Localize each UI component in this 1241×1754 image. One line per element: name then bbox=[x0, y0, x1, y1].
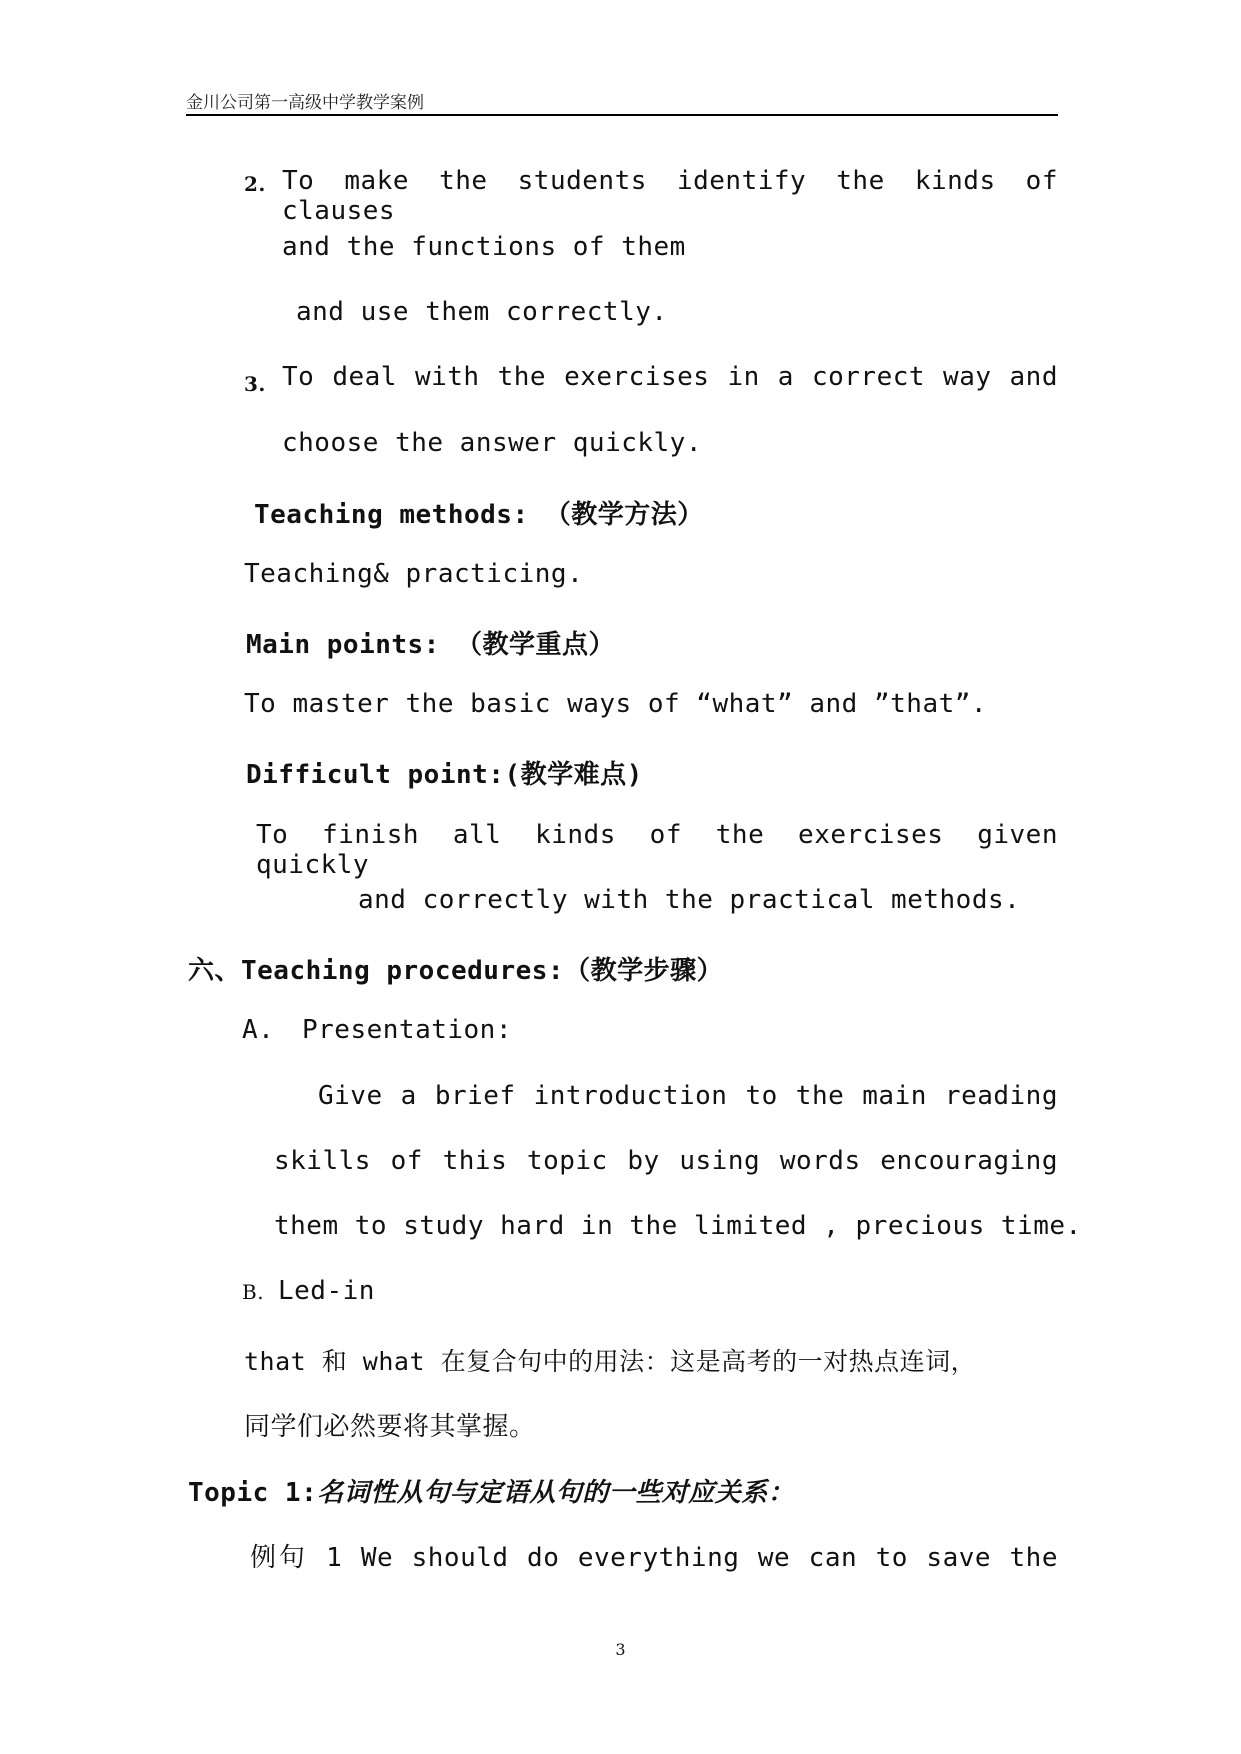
difficult-point-heading: Difficult point:(教学难点) bbox=[246, 760, 643, 790]
section-a-line2: skills of this topic by using words encouraging bbox=[274, 1146, 1058, 1176]
item3-number-wrap bbox=[244, 368, 266, 398]
section-a-title: Presentation: bbox=[302, 1015, 512, 1045]
topic1-heading bbox=[188, 1472, 794, 1509]
section-b-label: B. bbox=[242, 1280, 265, 1304]
item3-number: 3. bbox=[244, 372, 266, 396]
topic1-example-line1: 例句 1 We should do everything we can to save the bbox=[250, 1543, 1058, 1573]
main-points-heading: Main points: （教学重点） bbox=[246, 630, 615, 660]
section-a-line1: Give a brief introduction to the main reading bbox=[318, 1081, 1058, 1111]
difficult-point-line1: To finish all kinds of the exercises given quickly bbox=[256, 820, 1058, 880]
item2-text-line3: and use them correctly. bbox=[296, 297, 668, 327]
topic1-label: Topic 1: bbox=[188, 1478, 318, 1508]
section-a-label: A. bbox=[242, 1015, 275, 1045]
item3-text-line2: choose the answer quickly. bbox=[282, 428, 702, 458]
difficult-point-line2: and correctly with the practical methods. bbox=[358, 885, 1021, 915]
main-points-text: To master the basic ways of “what” and ”that”. bbox=[244, 689, 988, 719]
item2-number: 2. bbox=[244, 172, 266, 196]
page-number: 3 bbox=[615, 1640, 626, 1659]
section-b-line2: 同学们必然要将其掌握。 bbox=[244, 1412, 536, 1442]
item3-text-line1: To deal with the exercises in a correct way and bbox=[282, 362, 1058, 392]
item2-line1 bbox=[244, 168, 266, 198]
section-b-title: Led-in bbox=[278, 1276, 375, 1306]
section-a-line3: them to study hard in the limited , precious time. bbox=[274, 1211, 1082, 1241]
teaching-methods-heading: Teaching methods: （教学方法） bbox=[254, 500, 704, 530]
teaching-methods-text: Teaching& practicing. bbox=[244, 559, 584, 589]
topic1-title: 名词性从句与定语从句的一些对应关系： bbox=[317, 1478, 795, 1508]
page-header: 金川公司第一高级中学教学案例 bbox=[186, 93, 424, 113]
section-b-wrap bbox=[242, 1276, 264, 1306]
procedures-heading: 六、Teaching procedures:（教学步骤） bbox=[188, 956, 724, 986]
item2-text-line1: To make the students identify the kinds of clauses bbox=[282, 166, 1058, 226]
section-b-line1: that 和 what 在复合句中的用法：这是高考的一对热点连词， bbox=[244, 1347, 977, 1376]
item2-text-line2: and the functions of them bbox=[282, 232, 686, 262]
header-rule bbox=[186, 114, 1058, 116]
